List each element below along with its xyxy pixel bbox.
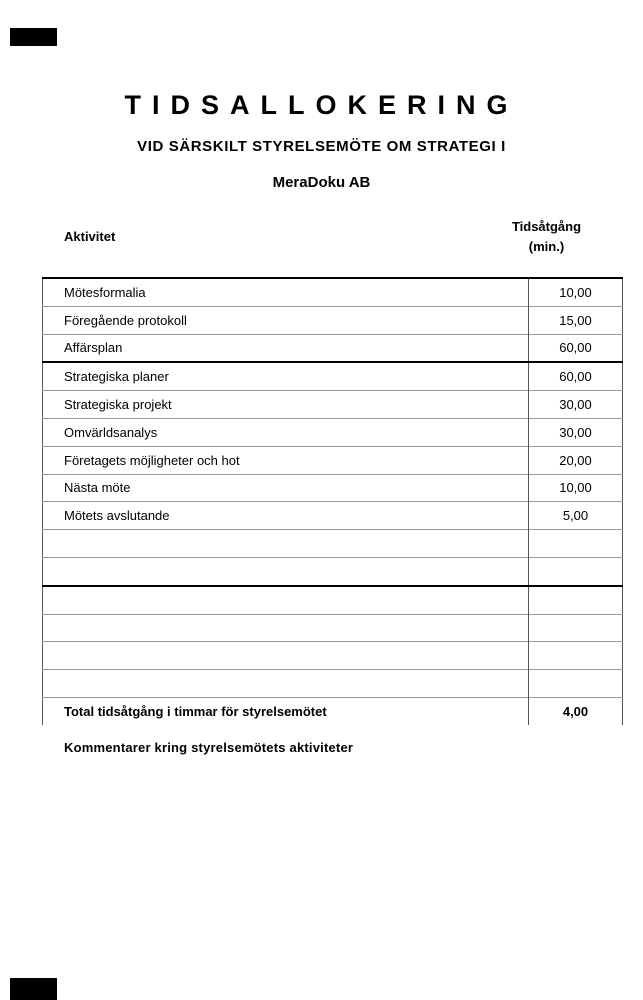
scan-mark-top — [10, 28, 57, 46]
activity-cell — [43, 614, 529, 642]
scan-mark-bottom — [10, 978, 57, 1000]
activity-cell: Omvärldsanalys — [43, 418, 529, 446]
minutes-cell: 15,00 — [529, 306, 623, 334]
activity-cell: Föregående protokoll — [43, 306, 529, 334]
minutes-cell: 5,00 — [529, 502, 623, 530]
table-row — [43, 474, 623, 502]
table-row — [43, 502, 623, 530]
activity-cell: Företagets möjligheter och hot — [43, 446, 529, 474]
activity-cell — [43, 642, 529, 670]
table-row — [43, 557, 623, 585]
activity-cell — [43, 530, 529, 558]
minutes-cell: 4,00 — [529, 697, 623, 724]
activity-cell — [43, 670, 529, 698]
activities-table-body — [43, 278, 623, 725]
minutes-cell: 30,00 — [529, 418, 623, 446]
table-row — [43, 697, 623, 724]
activity-cell: Strategiska planer — [43, 362, 529, 390]
activity-cell — [43, 557, 529, 585]
minutes-cell — [529, 670, 623, 698]
table-row — [43, 391, 623, 419]
minutes-cell: 60,00 — [529, 362, 623, 390]
minutes-cell — [529, 614, 623, 642]
activity-cell: Mötesformalia — [43, 278, 529, 306]
activity-cell: Mötets avslutande — [43, 502, 529, 530]
activity-cell: Affärsplan — [43, 334, 529, 362]
table-row — [43, 530, 623, 558]
column-header-activity: Aktivitet — [64, 229, 116, 244]
minutes-cell: 10,00 — [529, 474, 623, 502]
minutes-cell: 30,00 — [529, 391, 623, 419]
page-title: TIDSALLOKERING — [124, 90, 519, 120]
column-header-time — [500, 217, 593, 257]
minutes-cell: 10,00 — [529, 278, 623, 306]
table-row — [43, 418, 623, 446]
table-row — [43, 278, 623, 306]
activity-cell: Strategiska projekt — [43, 391, 529, 419]
minutes-cell: 20,00 — [529, 446, 623, 474]
minutes-cell — [529, 642, 623, 670]
table-row — [43, 586, 623, 614]
page-subtitle: VID SÄRSKILT STYRELSEMÖTE OM STRATEGI I — [137, 138, 506, 155]
minutes-cell: 60,00 — [529, 334, 623, 362]
column-header-time-line2: (min.) — [528, 239, 565, 254]
activity-cell: Nästa möte — [43, 474, 529, 502]
activities-table — [42, 277, 623, 725]
table-row — [43, 670, 623, 698]
table-row — [43, 614, 623, 642]
activity-cell: Total tidsåtgång i timmar för styrelsemötet — [43, 697, 529, 724]
table-row — [43, 642, 623, 670]
activity-cell — [43, 586, 529, 614]
comments-heading: Kommentarer kring styrelsemötets aktiviteter — [64, 740, 354, 755]
table-row — [43, 306, 623, 334]
company-name: MeraDoku AB — [272, 174, 371, 191]
table-row — [43, 362, 623, 390]
column-header-time-line1: Tidsåtgång — [511, 219, 582, 234]
table-row — [43, 334, 623, 362]
minutes-cell — [529, 586, 623, 614]
minutes-cell — [529, 530, 623, 558]
minutes-cell — [529, 557, 623, 585]
table-row — [43, 446, 623, 474]
